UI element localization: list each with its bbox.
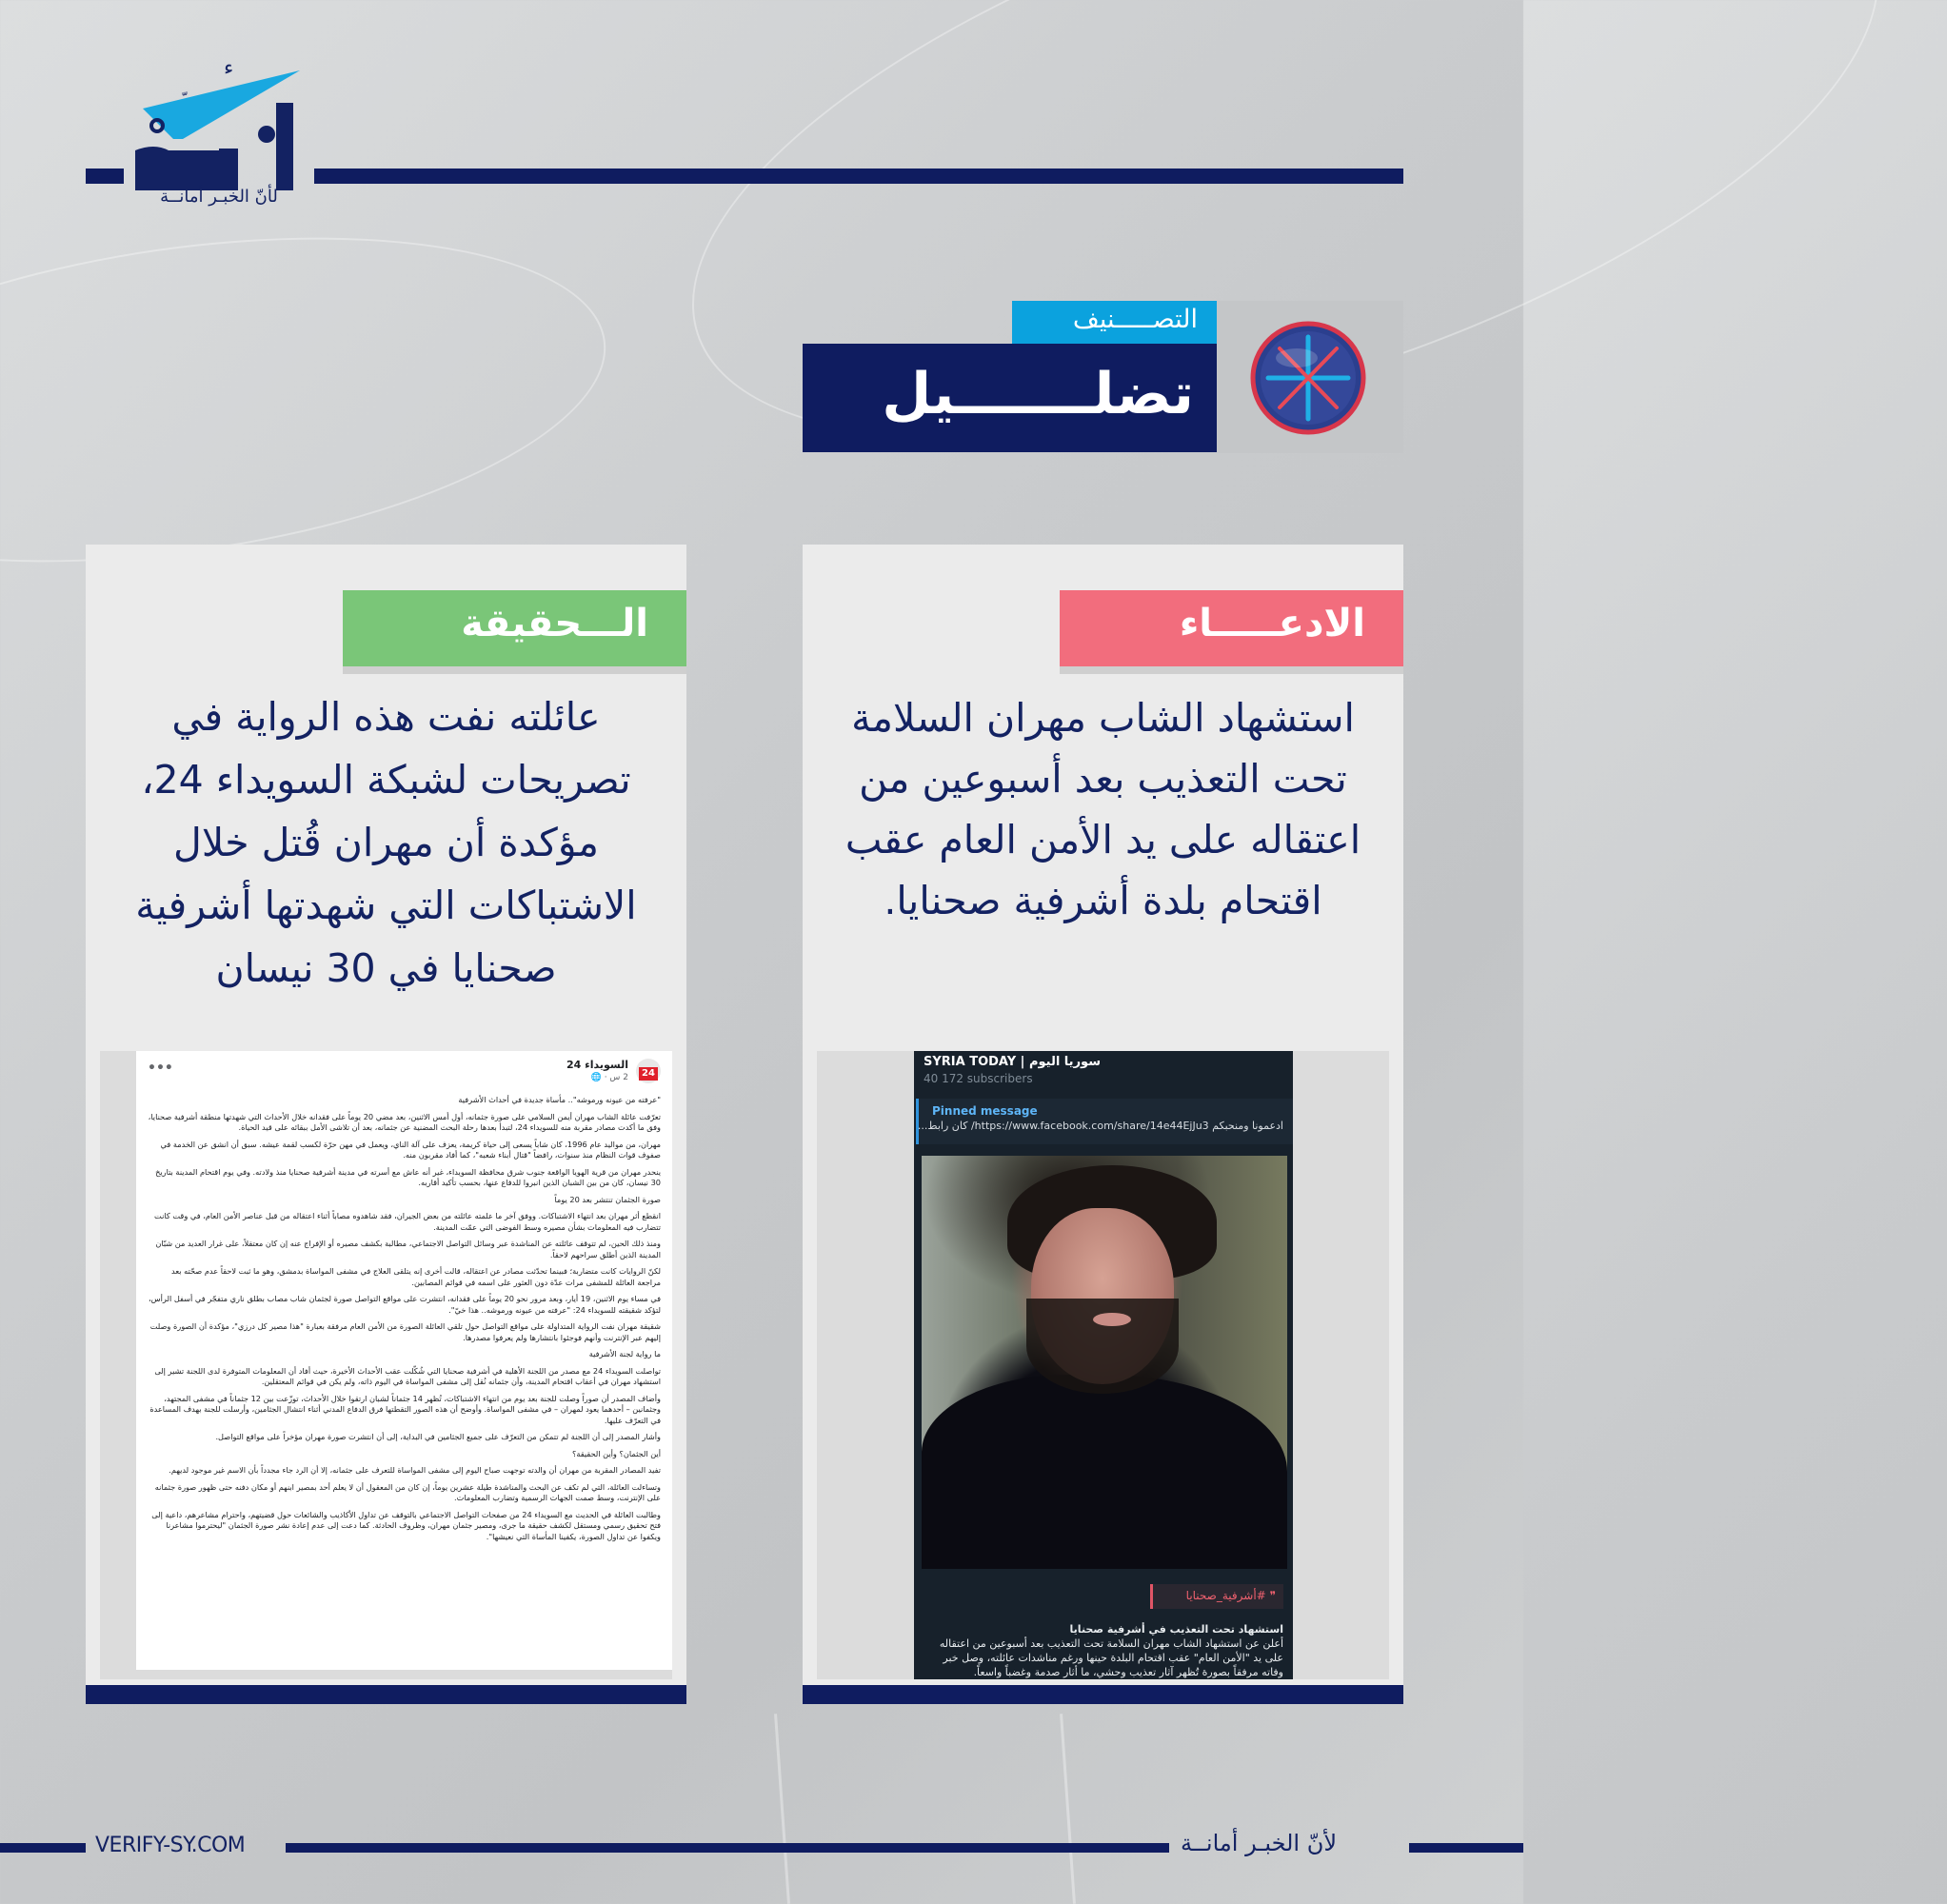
telegram-post-title: استشهاد تحت التعذيب في أشرفية صحنايا: [1069, 1623, 1283, 1636]
more-options-icon: •••: [148, 1061, 173, 1076]
telegram-channel-header: [914, 1051, 1293, 1099]
post-paragraph: شقيقة مهران نفت الرواية المتداولة على مواقع التواصل حول تلقي العائلة الصورة من الأمن العام مرفقة بعبارة "هذا مصير كل درزي"، مؤكدة أن الصورة وصلت إليهم عبر الإنترنت وأنهم فوجئوا بانتشارها ولم يعرفوا مصدرها.: [149, 1321, 661, 1342]
post-paragraph: أين الجثمان؟ وأين الحقيقة؟: [572, 1448, 661, 1458]
post-paragraph: "عرفته من عيونه ورموشه".. مأساة جديدة في أحداث الأشرفية: [458, 1095, 661, 1104]
classification-label: التصـــــنيف: [1012, 301, 1217, 344]
telegram-subscriber-count: 40 172 subscribers: [924, 1072, 1033, 1085]
background-streak: [774, 1714, 790, 1904]
facebook-screenshot: [136, 1051, 672, 1670]
misleading-emblem-icon: [1249, 320, 1367, 436]
footer-rule-middle: [286, 1843, 1169, 1853]
footer-rule-right: [1409, 1843, 1523, 1853]
footer-rule-left: [0, 1843, 86, 1853]
truth-tag: الـــحقيقة: [343, 590, 686, 666]
truth-screenshot-frame: [100, 1051, 672, 1679]
post-paragraph: مهران، من مواليد عام 1996، كان شاباً يسعى إلى حياة كريمة، يعزف على آلة الناي، ويعمل في مهن حرّة لكسب لقمة عيشه. سبق أن انشق عن الخدمة في صفوف قوات النظام منذ سنوات، رافضاً "قتال أبناء شعبه"، كما أفاد مقربون منه.: [160, 1139, 661, 1160]
svg-text:ء: ء: [224, 56, 234, 80]
pinned-message-label: Pinned message: [932, 1104, 1038, 1118]
telegram-screenshot: [914, 1051, 1293, 1679]
post-paragraph: تعرّفت عائلة الشاب مهران أيمن السلامي على صورة جثمانه، أول أمس الاثنين، بعد مضي 20 يوماً على فقدانه خلال الأحداث التي شهدتها منطقة أشرفية صحنايا، وفق ما أكدت مصادر مقربة منه للسويداء 24، لتبدأ بعدها رحلة البحث المضنية عن جثمانه، بعد أن تلاشى الأمل ببقائه على قيد الحياة.: [148, 1111, 661, 1132]
post-paragraph: وأضاف المصدر أن صوراً وصلت للجنة بعد يوم من انتهاء الاشتباكات، تُظهر 14 جثماناً لشبان ارتقوا خلال الأحداث، توزّعت بين 12 جثماناً في مشفى المجتهد، وجثمانين – أحدهما يعود لمهران – في مشفى المواساة. وأوضح أن هذه الصور التقطتها فرق الدفاع المدني أثناء انتشال الجثامين، وأرسلت للجنة بهدف المساعدة في التعرّف عليها.: [149, 1393, 661, 1425]
post-paragraph: صورة الجثمان تنتشر بعد 20 يوماً: [554, 1194, 661, 1204]
claim-panel-bottom-bar: [803, 1685, 1403, 1704]
post-paragraph: ما رواية لجنة الأشرفية: [588, 1349, 661, 1359]
post-paragraph: في مساء يوم الاثنين، 19 أيار، وبعد مرور نحو 20 يوماً على فقدانه، انتشرت على مواقع التواصل صورة لجثمان شاب مصاب بطلق ناري متفجّر في أسفل الرأس، لتؤكد شقيقته للسويداء 24: "عرفته من عيونه ورموشه.. هذا خيّ".: [149, 1294, 661, 1315]
facebook-post-header: [148, 1059, 661, 1095]
classification-value: تضلـــــــيل: [803, 344, 1217, 452]
post-paragraph: لكنّ الروايات كانت متضاربة؛ فبينما تحدّثت مصادر عن اعتقاله، قالت أخرى إنه يتلقى العلاج في مشفى المواساة بدمشق، وهو ما ثبت لاحقاً عدم صحّته بعد مراجعة العائلة للمشفى مرات عدّة دون العثور على اسمه في قوائم المصابين.: [171, 1266, 661, 1287]
footer-tagline: لأنّ الخبـر أمانــة: [1181, 1830, 1338, 1856]
portrait-photo: [922, 1156, 1287, 1569]
pinned-message-text: ادعمونا ومنحبكم https://www.facebook.com/share/14e44EjJu3/ كان رابط...: [917, 1120, 1283, 1132]
claim-screenshot-frame: [817, 1051, 1389, 1679]
claim-text: استشهاد الشاب مهران السلامة تحت التعذيب بعد أسبوعين من اعتقاله على يد الأمن العام عقب اقتحام بلدة أشرفية صحنايا.: [844, 695, 1361, 923]
facebook-post-body: [148, 1095, 661, 1542]
post-paragraph: ينحدر مهران من قرية الهويا الواقعة جنوب شرق محافظة السويداء، غير أنه عاش مع أسرته في مدينة أشرفية صحنايا منذ ولادته. وفي يوم اقتحام المدينة بتاريخ 30 نيسان، كان من بين الشبان الذين انبروا للدفاع عنها، بحسب تأكيد أقاربه.: [155, 1166, 661, 1187]
background-streak: [1060, 1714, 1076, 1904]
telegram-pinned-message: [916, 1099, 1293, 1144]
post-paragraph: وتساءلت العائلة، التي لم تكف عن البحث والمناشدة طيلة عشرين يوماً، إن كان من المعقول أن لا يعلم أحد بمصير ابنهم أو مكان دفنه حتى ظهور صورة جثمانه على الإنترنت، وسط صمت الجهات الرسمية وتضارب المعلومات.: [154, 1481, 661, 1502]
footer-website: VERIFY-SY.COM: [95, 1834, 246, 1857]
page-name: السويداء 24: [566, 1059, 628, 1071]
logo-tagline: لأنّ الخبـر أمانــة: [160, 187, 278, 207]
claim-panel: [803, 545, 1403, 1704]
post-paragraph: وأشار المصدر إلى أن اللجنة لم تتمكن من التعرّف على جميع الجثامين في البداية، إلى أن انتشرت صورة مهران مؤخراً على مواقع التواصل.: [215, 1432, 661, 1441]
post-paragraph: ومنذ ذلك الحين، لم تتوقف عائلته عن المناشدة عبر وسائل التواصل الاجتماعي، مطالبة بكشف مصيره أو الإفراج عنه إن كان معتقلاً، على غرار العديد من شبّان المدينة الذين أطلق سراحهم لاحقاً.: [155, 1239, 661, 1259]
post-paragraph: تواصلت السويداء 24 مع مصدر من اللجنة الأهلية في أشرفية صحنايا التي شُكّلت عقب الأحداث الأخيرة، حيث أفاد أن المعلومات المتوفرة لدى اللجنة تشير إلى استشهاد مهران في أعقاب اقتحام المدينة، وأن جثمانه نُقل إلى مشفى المواساة في اليوم ذاته، ولم يكن في قوائم المعتقلين.: [154, 1365, 661, 1386]
post-paragraph: تفيد المصادر المقربة من مهران أن والدته توجهت صباح اليوم إلى مشفى المواساة للتعرف على جثمانه، إلا أن الرد جاء مجدداً بأن الاسم غير موجود لديهم.: [169, 1465, 661, 1475]
background-swirl: [624, 0, 1947, 561]
post-paragraph: انقطع أثر مهران بعد انتهاء الاشتباكات. ووفق آخر ما علمته عائلته من بعض الجيران، فقد شاهدوه مصاباً أثناء اعتقاله من قبل عناصر الأمن العام، في وقت كانت تتضارب فيه المعلومات بشأن مصيره وسط الفوضى التي عمّت المدينة.: [154, 1211, 661, 1232]
truth-panel-bottom-bar: [86, 1685, 686, 1704]
post-time: 2 س · 🌐: [590, 1073, 628, 1082]
header-rule-right: [314, 169, 1403, 184]
telegram-post-body: أعلن عن استشهاد الشاب مهران السلامة تحت التعذيب بعد أسبوعين من اعتقاله على يد "الأمن العام" عقب اقتحام البلدة حينها ورغم مناشدات عائلته، وصل خبر وفاته مرفقاً بصورة تُظهر آثار تعذيب وحشي، ما أثار صدمة وغضباً واسعاً.: [939, 1637, 1283, 1678]
svg-text:ّ: [182, 90, 188, 95]
truth-panel: [86, 545, 686, 1704]
telegram-post: [924, 1622, 1283, 1679]
truth-text: عائلته نفت هذه الرواية في تصريحات لشبكة السويداء 24، مؤكدة أن مهران قُتل خلال الاشتباكات التي شهدتها أشرفية صحنايا في 30 نيسان: [135, 694, 637, 991]
page-avatar: 24: [636, 1059, 661, 1083]
post-paragraph: وطالبت العائلة في الحديث مع السويداء 24 من صفحات التواصل الاجتماعي بالتوقف عن تداول الأكاذيب والشائعات حول قضيتهم، واحترام مشاعرهم، داعية إلى فتح تحقيق رسمي ومستقل لكشف حقيقة ما جرى، ومصير جثمان مهران، وظروف الحادثة. كما دعت إلى عدم إعادة نشر صورة الجثمان "ليحترموا مشاعرنا ويكفوا عن تداول الصورة، يكفينا المأساة التي نعيشها".: [151, 1509, 661, 1541]
claim-tag: الادعـــــاء: [1060, 590, 1403, 666]
telegram-hashtag: ❞ #أشرفية_صحنايا: [1150, 1584, 1283, 1609]
telegram-channel-title: SYRIA TODAY | سوريا اليوم: [924, 1055, 1101, 1069]
